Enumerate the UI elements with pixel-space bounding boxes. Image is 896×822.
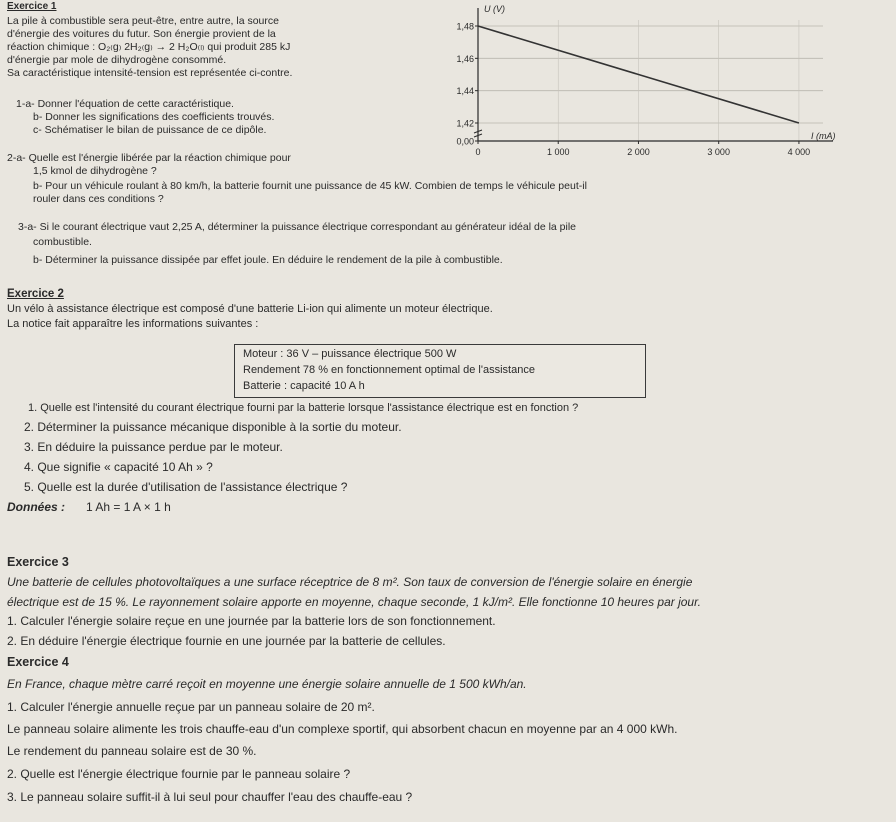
specs-box [234, 344, 646, 398]
ex4-question-3: 3. Le panneau solaire suffit-il à lui seul pour chauffer l'eau des chauffe-eau ? [7, 790, 413, 804]
x-tick-label: 4 000 [787, 147, 811, 157]
ex1-question-1b: b- Donner les significations des coefficients trouvés. [33, 111, 275, 123]
ex1-intro-line: Sa caractéristique intensité-tension est représentée ci-contre. [7, 67, 293, 79]
y-tick-label: 0,00 [456, 136, 474, 147]
ex2-question-3: 3. En déduire la puissance perdue par le moteur. [24, 440, 283, 454]
ex1-question-2b: b- Pour un véhicule roulant à 80 km/h, la batterie fournit une puissance de 45 kW. Combien de temps le véhicule peut-il [33, 180, 587, 192]
exercise-1-title: Exercice 1 [7, 1, 57, 12]
ex1-intro-line: La pile à combustible sera peut-être, entre autre, la source [7, 15, 279, 27]
ex1-question-2a: 2-a- Quelle est l'énergie libérée par la réaction chimique pour [7, 152, 291, 164]
ex2-notice: La notice fait apparaître les informations suivantes : [7, 318, 259, 330]
ex4-text-2: Le rendement du panneau solaire est de 30 %. [7, 744, 257, 758]
spec-battery: Batterie : capacité 10 A h [243, 380, 365, 392]
donnees-label: Données : [7, 500, 66, 514]
ex3-text-1: Une batterie de cellules photovoltaïques a une surface réceptrice de 8 m². Son taux de conversion de l'énergie solaire en énergie [7, 575, 693, 589]
ex3-question-2: 2. En déduire l'énergie électrique fournie en une journée par la batterie de cellules. [7, 634, 446, 648]
ex1-question-3a: 3-a- Si le courant électrique vaut 2,25 A, déterminer la puissance électrique correspondant au générateur idéal de la pile [18, 221, 577, 233]
ex2-question-1: 1. Quelle est l'intensité du courant électrique fourni par la batterie lorsque l'assistance électrique est en fonction ? [28, 402, 579, 414]
ex2-question-5: 5. Quelle est la durée d'utilisation de l'assistance électrique ? [24, 480, 348, 494]
ex2-intro: Un vélo à assistance électrique est composé d'une batterie Li-ion qui alimente un moteur électrique. [7, 303, 493, 315]
ex1-question-1c: c- Schématiser le bilan de puissance de ce dipôle. [33, 124, 267, 136]
y-tick-label: 1,44 [456, 86, 474, 97]
ex1-intro-line: d'énergie des voitures du futur. Son énergie provient de la [7, 28, 276, 40]
y-tick-label: 1,48 [456, 21, 474, 32]
ex1-question-2b-cont: rouler dans ces conditions ? [33, 193, 164, 205]
y-tick-label: 1,42 [456, 118, 474, 129]
x-tick-label: 2 000 [627, 147, 650, 157]
ex4-intro: En France, chaque mètre carré reçoit en moyenne une énergie solaire annuelle de 1 500 kWh/an. [7, 677, 527, 691]
spec-motor: Moteur : 36 V – puissance électrique 500 W [243, 348, 457, 360]
ex1-question-1a: 1-a- Donner l'équation de cette caractéristique. [16, 98, 234, 110]
donnees-value: 1 Ah = 1 A × 1 h [86, 500, 171, 514]
ex2-question-4: 4. Que signifie « capacité 10 Ah » ? [24, 460, 213, 474]
x-tick-label: 0 [475, 147, 481, 157]
ex2-question-2: 2. Déterminer la puissance mécanique disponible à la sortie du moteur. [24, 420, 402, 434]
x-axis-label: I (mA) [811, 131, 836, 141]
y-axis-label: U (V) [484, 4, 505, 14]
x-tick-label: 1 000 [546, 147, 570, 157]
u-i-characteristic-chart [438, 0, 838, 165]
ex1-question-3a-cont: combustible. [33, 236, 92, 248]
chart-axes [456, 4, 835, 157]
exercise-3-title: Exercice 3 [7, 555, 69, 569]
ex3-question-1: 1. Calculer l'énergie solaire reçue en une journée par la batterie lors de son fonctionnement. [7, 614, 496, 628]
ex4-question-1: 1. Calculer l'énergie annuelle reçue par un panneau solaire de 20 m². [7, 700, 375, 714]
y-tick-label: 1,46 [456, 53, 474, 64]
ex4-text-1: Le panneau solaire alimente les trois chauffe-eau d'un complexe sportif, qui absorbent chacun en moyenne par an 4 000 kWh. [7, 722, 678, 736]
chart-grid [478, 20, 823, 141]
ex1-question-2a-cont: 1,5 kmol de dihydrogène ? [33, 165, 157, 177]
exercise-4-title: Exercice 4 [7, 655, 69, 669]
spec-efficiency: Rendement 78 % en fonctionnement optimal de l'assistance [243, 364, 535, 376]
ex4-question-2: 2. Quelle est l'énergie électrique fournie par le panneau solaire ? [7, 767, 351, 781]
ex1-intro-line: d'énergie par mole de dihydrogène consommé. [7, 54, 227, 66]
x-tick-label: 3 000 [707, 147, 730, 157]
ex1-intro-line: réaction chimique : O₂₍g₎ 2H₂₍g₎ → 2 H₂O₍ₗ₎ qui produit 285 kJ [7, 41, 291, 53]
exercise-2-title: Exercice 2 [7, 288, 64, 300]
ex3-text-2: électrique est de 15 %. Le rayonnement solaire apporte en moyenne, chaque seconde, 1 kJ/m². Elle fonctionne 10 heures par jour. [7, 595, 701, 609]
ex1-question-3b: b- Déterminer la puissance dissipée par effet joule. En déduire le rendement de la pile à combustible. [33, 254, 503, 266]
